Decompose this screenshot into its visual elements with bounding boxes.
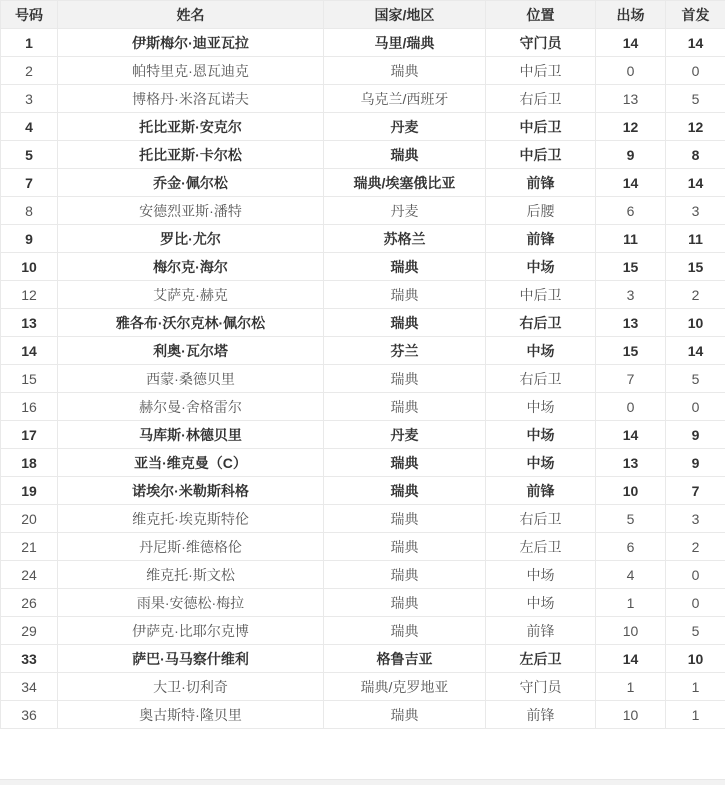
cell-name: 诺埃尔·米勒斯科格 xyxy=(58,477,324,505)
cell-name: 马库斯·林德贝里 xyxy=(58,421,324,449)
table-row xyxy=(1,57,725,85)
column-header-country: 国家/地区 xyxy=(324,1,486,29)
cell-name: 安德烈亚斯·潘特 xyxy=(58,197,324,225)
cell-name: 梅尔克·海尔 xyxy=(58,253,324,281)
table-row xyxy=(1,673,725,701)
table-row xyxy=(1,393,725,421)
cell-starts: 0 xyxy=(666,589,725,617)
table-row xyxy=(1,281,725,309)
cell-name: 亚当·维克曼（C） xyxy=(58,449,324,477)
cell-number: 1 xyxy=(1,29,58,57)
cell-position: 中场 xyxy=(486,421,596,449)
cell-country: 马里/瑞典 xyxy=(324,29,486,57)
cell-appearances: 14 xyxy=(596,29,666,57)
cell-starts: 14 xyxy=(666,169,725,197)
cell-name: 雨果·安德松·梅拉 xyxy=(58,589,324,617)
cell-position: 中后卫 xyxy=(486,281,596,309)
cell-number: 12 xyxy=(1,281,58,309)
cell-starts: 3 xyxy=(666,197,725,225)
cell-number: 7 xyxy=(1,169,58,197)
cell-country: 瑞典 xyxy=(324,505,486,533)
table-row xyxy=(1,589,725,617)
cell-country: 乌克兰/西班牙 xyxy=(324,85,486,113)
cell-name: 奥古斯特·隆贝里 xyxy=(58,701,324,729)
table-row xyxy=(1,225,725,253)
table-body xyxy=(1,29,725,729)
cell-country: 瑞典 xyxy=(324,701,486,729)
cell-position: 前锋 xyxy=(486,169,596,197)
cell-number: 5 xyxy=(1,141,58,169)
cell-position: 守门员 xyxy=(486,673,596,701)
cell-starts: 3 xyxy=(666,505,725,533)
table-row xyxy=(1,253,725,281)
cell-appearances: 14 xyxy=(596,421,666,449)
cell-name: 大卫·切利奇 xyxy=(58,673,324,701)
table-row xyxy=(1,449,725,477)
cell-starts: 8 xyxy=(666,141,725,169)
cell-appearances: 11 xyxy=(596,225,666,253)
table-row xyxy=(1,29,725,57)
cell-name: 乔金·佩尔松 xyxy=(58,169,324,197)
cell-name: 伊萨克·比耶尔克博 xyxy=(58,617,324,645)
cell-appearances: 10 xyxy=(596,477,666,505)
cell-number: 4 xyxy=(1,113,58,141)
cell-name: 帕特里克·恩瓦迪克 xyxy=(58,57,324,85)
cell-name: 西蒙·桑德贝里 xyxy=(58,365,324,393)
cell-number: 8 xyxy=(1,197,58,225)
cell-country: 瑞典 xyxy=(324,365,486,393)
cell-starts: 1 xyxy=(666,701,725,729)
cell-number: 9 xyxy=(1,225,58,253)
cell-name: 艾萨克·赫克 xyxy=(58,281,324,309)
cell-appearances: 14 xyxy=(596,169,666,197)
cell-number: 19 xyxy=(1,477,58,505)
cell-position: 左后卫 xyxy=(486,533,596,561)
cell-number: 33 xyxy=(1,645,58,673)
table-row xyxy=(1,561,725,589)
cell-name: 托比亚斯·安克尔 xyxy=(58,113,324,141)
cell-appearances: 1 xyxy=(596,589,666,617)
table-row xyxy=(1,701,725,729)
cell-starts: 14 xyxy=(666,29,725,57)
cell-appearances: 10 xyxy=(596,701,666,729)
cell-appearances: 0 xyxy=(596,57,666,85)
cell-country: 瑞典 xyxy=(324,253,486,281)
cell-position: 中场 xyxy=(486,589,596,617)
cell-appearances: 6 xyxy=(596,533,666,561)
cell-starts: 0 xyxy=(666,393,725,421)
cell-name: 维克托·埃克斯特伦 xyxy=(58,505,324,533)
cell-position: 前锋 xyxy=(486,225,596,253)
cell-position: 右后卫 xyxy=(486,505,596,533)
cell-name: 丹尼斯·维德格伦 xyxy=(58,533,324,561)
cell-number: 3 xyxy=(1,85,58,113)
cell-number: 21 xyxy=(1,533,58,561)
cell-appearances: 14 xyxy=(596,645,666,673)
cell-number: 17 xyxy=(1,421,58,449)
cell-position: 右后卫 xyxy=(486,85,596,113)
cell-country: 瑞典/克罗地亚 xyxy=(324,673,486,701)
cell-appearances: 12 xyxy=(596,113,666,141)
cell-starts: 10 xyxy=(666,645,725,673)
cell-name: 罗比·尤尔 xyxy=(58,225,324,253)
column-header-starts: 首发 xyxy=(666,1,725,29)
table-row xyxy=(1,365,725,393)
cell-appearances: 3 xyxy=(596,281,666,309)
cell-position: 中场 xyxy=(486,449,596,477)
cell-country: 瑞典 xyxy=(324,561,486,589)
cell-position: 右后卫 xyxy=(486,365,596,393)
cell-appearances: 4 xyxy=(596,561,666,589)
cell-number: 10 xyxy=(1,253,58,281)
cell-number: 34 xyxy=(1,673,58,701)
cell-appearances: 13 xyxy=(596,85,666,113)
table-row xyxy=(1,197,725,225)
table-row xyxy=(1,113,725,141)
cell-starts: 10 xyxy=(666,309,725,337)
table-header-row xyxy=(1,1,725,29)
cell-name: 托比亚斯·卡尔松 xyxy=(58,141,324,169)
cell-starts: 1 xyxy=(666,673,725,701)
table-row xyxy=(1,505,725,533)
cell-position: 后腰 xyxy=(486,197,596,225)
cell-position: 守门员 xyxy=(486,29,596,57)
cell-number: 20 xyxy=(1,505,58,533)
next-section-strip xyxy=(0,779,725,785)
cell-starts: 7 xyxy=(666,477,725,505)
cell-country: 瑞典 xyxy=(324,141,486,169)
cell-starts: 0 xyxy=(666,561,725,589)
cell-position: 中场 xyxy=(486,393,596,421)
cell-number: 13 xyxy=(1,309,58,337)
cell-number: 2 xyxy=(1,57,58,85)
cell-appearances: 9 xyxy=(596,141,666,169)
table-row xyxy=(1,533,725,561)
cell-country: 瑞典 xyxy=(324,281,486,309)
column-header-name: 姓名 xyxy=(58,1,324,29)
cell-starts: 2 xyxy=(666,281,725,309)
table-row xyxy=(1,645,725,673)
cell-starts: 0 xyxy=(666,57,725,85)
cell-country: 格鲁吉亚 xyxy=(324,645,486,673)
cell-position: 中后卫 xyxy=(486,57,596,85)
cell-starts: 5 xyxy=(666,85,725,113)
cell-appearances: 6 xyxy=(596,197,666,225)
cell-country: 丹麦 xyxy=(324,197,486,225)
table-row xyxy=(1,85,725,113)
cell-position: 中后卫 xyxy=(486,141,596,169)
cell-position: 前锋 xyxy=(486,617,596,645)
cell-country: 芬兰 xyxy=(324,337,486,365)
cell-position: 右后卫 xyxy=(486,309,596,337)
table-row xyxy=(1,337,725,365)
cell-number: 18 xyxy=(1,449,58,477)
cell-appearances: 1 xyxy=(596,673,666,701)
cell-country: 瑞典 xyxy=(324,589,486,617)
cell-country: 瑞典 xyxy=(324,533,486,561)
cell-name: 维克托·斯文松 xyxy=(58,561,324,589)
cell-appearances: 0 xyxy=(596,393,666,421)
table-row xyxy=(1,169,725,197)
cell-position: 中场 xyxy=(486,253,596,281)
cell-number: 26 xyxy=(1,589,58,617)
cell-appearances: 5 xyxy=(596,505,666,533)
cell-name: 利奥·瓦尔塔 xyxy=(58,337,324,365)
table-row xyxy=(1,141,725,169)
cell-appearances: 15 xyxy=(596,337,666,365)
cell-country: 瑞典 xyxy=(324,309,486,337)
cell-country: 瑞典 xyxy=(324,617,486,645)
cell-name: 雅各布·沃尔克林·佩尔松 xyxy=(58,309,324,337)
cell-name: 伊斯梅尔·迪亚瓦拉 xyxy=(58,29,324,57)
cell-name: 博格丹·米洛瓦诺夫 xyxy=(58,85,324,113)
column-header-number: 号码 xyxy=(1,1,58,29)
table-row xyxy=(1,617,725,645)
cell-number: 36 xyxy=(1,701,58,729)
cell-number: 14 xyxy=(1,337,58,365)
cell-starts: 9 xyxy=(666,421,725,449)
cell-appearances: 13 xyxy=(596,309,666,337)
cell-starts: 2 xyxy=(666,533,725,561)
cell-appearances: 13 xyxy=(596,449,666,477)
cell-country: 瑞典 xyxy=(324,477,486,505)
cell-appearances: 7 xyxy=(596,365,666,393)
cell-position: 前锋 xyxy=(486,477,596,505)
cell-country: 苏格兰 xyxy=(324,225,486,253)
cell-starts: 12 xyxy=(666,113,725,141)
cell-position: 中后卫 xyxy=(486,113,596,141)
table-row xyxy=(1,477,725,505)
cell-name: 萨巴·马马察什维利 xyxy=(58,645,324,673)
cell-starts: 5 xyxy=(666,617,725,645)
cell-starts: 5 xyxy=(666,365,725,393)
cell-country: 瑞典 xyxy=(324,449,486,477)
cell-starts: 9 xyxy=(666,449,725,477)
cell-country: 丹麦 xyxy=(324,421,486,449)
cell-name: 赫尔曼·舍格雷尔 xyxy=(58,393,324,421)
cell-number: 24 xyxy=(1,561,58,589)
cell-position: 中场 xyxy=(486,337,596,365)
column-header-appearances: 出场 xyxy=(596,1,666,29)
cell-appearances: 10 xyxy=(596,617,666,645)
cell-starts: 15 xyxy=(666,253,725,281)
cell-country: 瑞典/埃塞俄比亚 xyxy=(324,169,486,197)
cell-appearances: 15 xyxy=(596,253,666,281)
cell-position: 左后卫 xyxy=(486,645,596,673)
cell-starts: 14 xyxy=(666,337,725,365)
cell-country: 瑞典 xyxy=(324,393,486,421)
cell-country: 瑞典 xyxy=(324,57,486,85)
cell-number: 15 xyxy=(1,365,58,393)
cell-position: 前锋 xyxy=(486,701,596,729)
column-header-position: 位置 xyxy=(486,1,596,29)
table-row xyxy=(1,309,725,337)
table-row xyxy=(1,421,725,449)
cell-country: 丹麦 xyxy=(324,113,486,141)
cell-number: 16 xyxy=(1,393,58,421)
cell-position: 中场 xyxy=(486,561,596,589)
cell-starts: 11 xyxy=(666,225,725,253)
cell-number: 29 xyxy=(1,617,58,645)
